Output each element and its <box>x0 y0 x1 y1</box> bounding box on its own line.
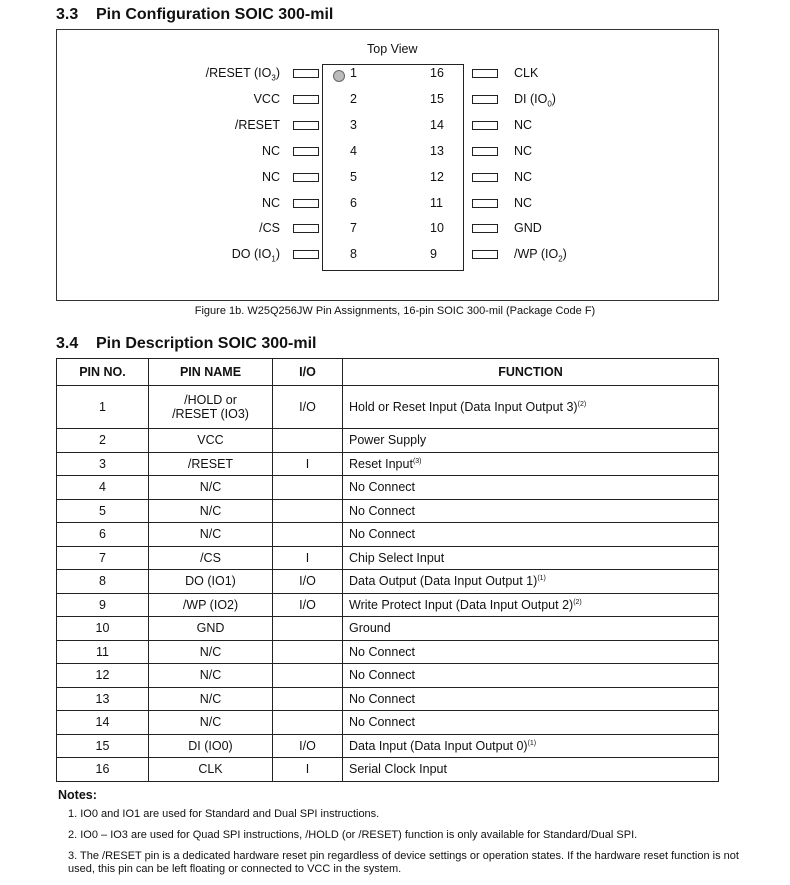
header-function: FUNCTION <box>343 359 719 386</box>
table-row <box>57 664 719 688</box>
pin-name-text: /RESET <box>187 456 234 471</box>
pin-no-text: 1 <box>99 400 106 414</box>
footnote-ref: (2) <box>577 400 587 408</box>
pin-number: 5 <box>350 169 357 184</box>
cell-function <box>343 617 719 641</box>
cell-pin-name <box>149 429 273 453</box>
pin-label-text: /WP (IO <box>514 247 559 262</box>
io-text: I/O <box>299 574 316 589</box>
pin-name-text: N/C <box>199 691 222 706</box>
cell-io <box>273 734 343 758</box>
function-text: Write Protect Input (Data Input Output 2) <box>349 597 574 612</box>
pin-lead-right <box>472 224 498 233</box>
pin-lead-right <box>472 250 498 259</box>
function-text: Reset Input <box>349 456 413 471</box>
pin-lead-left <box>293 224 319 233</box>
pin1-marker-icon <box>333 70 345 82</box>
pin-no-text: 8 <box>99 574 106 589</box>
pin-number: 3 <box>350 117 357 132</box>
cell-pin-name <box>149 386 273 429</box>
cell-pin-no <box>57 523 149 547</box>
cell-function <box>343 593 719 617</box>
table-row <box>57 593 719 617</box>
pin-lead-right <box>472 121 498 130</box>
function-text: No Connect <box>349 503 416 518</box>
cell-function <box>343 711 719 735</box>
section-title: Pin Configuration SOIC 300-mil <box>96 6 334 23</box>
pin-label-end: ) <box>551 91 556 106</box>
cell-function <box>343 452 719 476</box>
function-text: No Connect <box>349 668 416 683</box>
section-heading-pin-configuration <box>56 6 333 24</box>
note-3: 3. The /RESET pin is a dedicated hardware reset pin regardless of device settings or operation states. If the hardware reset function is not used, this pin can be left floating or connected to VCC in the system. <box>68 850 739 875</box>
cell-io <box>273 523 343 547</box>
cell-io <box>273 687 343 711</box>
cell-pin-name <box>149 711 273 735</box>
section-number: 3.3 <box>56 6 79 23</box>
cell-pin-name <box>149 758 273 782</box>
cell-pin-no <box>57 758 149 782</box>
cell-pin-no <box>57 546 149 570</box>
function-text: Chip Select Input <box>349 550 445 565</box>
pin-number: 14 <box>430 117 444 132</box>
top-view-label: Top View <box>367 42 418 56</box>
pin-label-text: CLK <box>514 66 539 80</box>
cell-io <box>273 664 343 688</box>
pin-number: 6 <box>350 195 357 210</box>
pin-label-text: NC <box>514 195 533 210</box>
table-row <box>57 386 719 429</box>
cell-io <box>273 452 343 476</box>
table-row <box>57 687 719 711</box>
pin-label-end: ) <box>275 66 280 80</box>
cell-io <box>273 386 343 429</box>
pin-label-text: NC <box>514 143 533 158</box>
pin-description-table <box>56 358 719 782</box>
notes-title: Notes: <box>58 788 97 802</box>
note-1: 1. IO0 and IO1 are used for Standard and Dual SPI instructions. <box>68 808 380 820</box>
pin-label <box>130 66 280 83</box>
pin-lead-right <box>472 69 498 78</box>
io-text: I <box>305 456 310 471</box>
table-row <box>57 452 719 476</box>
pin-label <box>130 92 280 106</box>
function-text: Serial Clock Input <box>349 762 447 777</box>
pin-number: 4 <box>350 143 357 158</box>
pin-number: 15 <box>430 91 444 106</box>
pin-no-text: 15 <box>95 738 110 753</box>
pin-label-text: DO (IO <box>231 247 272 262</box>
cell-io <box>273 593 343 617</box>
pin-name-text: /HOLD or <box>184 393 237 407</box>
io-text: I/O <box>299 738 316 753</box>
pin-name-text: DO (IO1) <box>185 574 236 589</box>
function-text: No Connect <box>349 691 416 706</box>
footnote-ref: (1) <box>537 575 546 583</box>
pin-no-text: 5 <box>99 503 106 518</box>
pin-label <box>514 118 532 132</box>
pin-no-text: 7 <box>99 550 106 565</box>
cell-pin-name <box>149 617 273 641</box>
pin-name-text-line2: /RESET (IO3) <box>172 407 249 421</box>
function-text: Ground <box>349 621 391 636</box>
cell-function <box>343 640 719 664</box>
cell-io <box>273 546 343 570</box>
pin-number: 1 <box>350 66 357 80</box>
pin-no-text: 11 <box>96 644 109 659</box>
function-text: No Connect <box>349 715 416 730</box>
cell-pin-name <box>149 546 273 570</box>
cell-pin-no <box>57 429 149 453</box>
pin-label-text: NC <box>514 169 533 184</box>
pin-no-text: 9 <box>99 597 106 612</box>
pin-label <box>514 247 567 264</box>
table-row <box>57 640 719 664</box>
table-row <box>57 523 719 547</box>
header-pin-no: PIN NO. <box>57 359 149 386</box>
pin-no-text: 13 <box>95 691 110 706</box>
pin-lead-left <box>293 121 319 130</box>
cell-function <box>343 734 719 758</box>
cell-pin-name <box>149 452 273 476</box>
table-row <box>57 476 719 500</box>
header-io: I/O <box>273 359 343 386</box>
pin-label <box>130 221 280 235</box>
cell-function <box>343 476 719 500</box>
pin-label-text: /CS <box>259 221 280 236</box>
pin-label-subscript: 0 <box>547 99 552 109</box>
pin-number: 13 <box>430 143 444 158</box>
cell-pin-no <box>57 386 149 429</box>
cell-function <box>343 687 719 711</box>
table-row <box>57 546 719 570</box>
cell-pin-name <box>149 499 273 523</box>
cell-function <box>343 546 719 570</box>
cell-pin-no <box>57 734 149 758</box>
io-text: I/O <box>299 400 316 414</box>
pin-label-text: /RESET (IO <box>205 66 272 80</box>
footnote-ref: (1) <box>527 739 537 747</box>
cell-function <box>343 429 719 453</box>
pin-lead-left <box>293 199 319 208</box>
pin-number: 8 <box>350 247 357 262</box>
table-row <box>57 711 719 735</box>
pin-label <box>514 170 532 184</box>
io-text: I <box>305 550 310 565</box>
cell-pin-name <box>149 664 273 688</box>
pin-lead-right <box>472 199 498 208</box>
pin-no-text: 16 <box>95 762 110 777</box>
pin-label-subscript: 1 <box>271 254 276 264</box>
pin-lead-left <box>293 147 319 156</box>
function-text: No Connect <box>349 480 416 495</box>
cell-function <box>343 570 719 594</box>
cell-pin-name <box>149 593 273 617</box>
cell-pin-no <box>57 593 149 617</box>
table-row <box>57 570 719 594</box>
pin-label-text: /RESET <box>234 117 280 132</box>
pin-name-text: /WP (IO2) <box>182 597 239 612</box>
cell-io <box>273 429 343 453</box>
cell-pin-no <box>57 687 149 711</box>
pin-number: 2 <box>350 91 357 106</box>
pin-lead-right <box>472 95 498 104</box>
pin-no-text: 14 <box>95 715 110 730</box>
pin-label <box>514 66 538 80</box>
pin-name-text: N/C <box>199 668 222 683</box>
pin-label <box>130 196 280 210</box>
pin-no-text: 10 <box>95 621 110 636</box>
function-text: Data Input (Data Input Output 0) <box>349 738 528 753</box>
cell-function <box>343 386 719 429</box>
section-title: Pin Description SOIC 300-mil <box>96 335 317 352</box>
pin-label-end: ) <box>562 247 567 262</box>
pin-lead-left <box>293 173 319 182</box>
pin-number: 11 <box>430 195 443 210</box>
pin-number: 12 <box>430 169 444 184</box>
table-row <box>57 734 719 758</box>
cell-function <box>343 499 719 523</box>
pin-label <box>514 221 542 235</box>
cell-pin-no <box>57 476 149 500</box>
pin-name-text: CLK <box>198 762 223 777</box>
pin-label <box>514 144 532 158</box>
cell-pin-name <box>149 640 273 664</box>
footnote-ref: (2) <box>573 598 582 606</box>
pin-lead-left <box>293 95 319 104</box>
function-text: No Connect <box>349 527 416 542</box>
pin-label <box>130 118 280 132</box>
pin-name-text: N/C <box>199 480 222 495</box>
cell-pin-no <box>57 570 149 594</box>
cell-io <box>273 476 343 500</box>
footnote-ref: (3) <box>412 457 422 465</box>
cell-pin-no <box>57 711 149 735</box>
cell-function <box>343 523 719 547</box>
table-header-row <box>57 359 719 386</box>
section-heading-pin-description <box>56 335 317 353</box>
figure-caption: Figure 1b. W25Q256JW Pin Assignments, 16-pin SOIC 300-mil (Package Code F) <box>194 305 596 317</box>
pin-label <box>130 170 280 184</box>
pin-name-text: N/C <box>199 503 222 518</box>
function-text: Hold or Reset Input (Data Input Output 3) <box>349 400 578 414</box>
io-text: I <box>305 762 310 777</box>
pin-label-text: NC <box>261 169 280 184</box>
table-row <box>57 429 719 453</box>
pin-name-text: /CS <box>200 550 221 565</box>
table-row <box>57 499 719 523</box>
cell-pin-no <box>57 617 149 641</box>
pin-lead-right <box>472 173 498 182</box>
cell-pin-no <box>57 664 149 688</box>
pin-label-text: DI (IO <box>514 91 548 106</box>
pin-label <box>514 92 556 109</box>
pin-no-text: 4 <box>99 480 106 495</box>
cell-pin-name <box>149 476 273 500</box>
function-text: Data Output (Data Input Output 1) <box>349 574 538 589</box>
pin-label <box>514 196 532 210</box>
pin-name-text: DI (IO0) <box>188 738 233 753</box>
cell-function <box>343 758 719 782</box>
pin-name-text: N/C <box>199 715 222 730</box>
cell-io <box>273 640 343 664</box>
pin-number: 10 <box>430 221 444 236</box>
pin-label-subscript: 3 <box>271 73 276 83</box>
pin-number: 9 <box>430 247 437 262</box>
cell-pin-name <box>149 687 273 711</box>
pin-lead-left <box>293 69 319 78</box>
cell-pin-no <box>57 640 149 664</box>
table-row <box>57 758 719 782</box>
pin-label-text: NC <box>261 195 280 210</box>
cell-io <box>273 711 343 735</box>
pin-lead-left <box>293 250 319 259</box>
cell-pin-no <box>57 452 149 476</box>
section-number: 3.4 <box>56 335 79 352</box>
cell-pin-name <box>149 734 273 758</box>
cell-io <box>273 617 343 641</box>
function-text: No Connect <box>349 644 416 659</box>
header-pin-name: PIN NAME <box>149 359 273 386</box>
pin-label <box>130 247 280 264</box>
cell-function <box>343 664 719 688</box>
pin-label-text: VCC <box>253 91 280 106</box>
pin-no-text: 6 <box>99 527 106 542</box>
pin-number: 7 <box>350 221 357 236</box>
cell-pin-name <box>149 570 273 594</box>
pin-name-text: N/C <box>199 527 222 542</box>
pin-number: 16 <box>430 66 444 80</box>
pin-lead-right <box>472 147 498 156</box>
cell-io <box>273 758 343 782</box>
note-2: 2. IO0 – IO3 are used for Quad SPI instructions, /HOLD (or /RESET) function is only available for Standard/Dual SPI. <box>68 829 638 841</box>
io-text: I/O <box>299 597 316 612</box>
pin-label-text: GND <box>514 221 542 236</box>
pin-name-text: GND <box>196 621 225 636</box>
pin-no-text: 2 <box>99 433 106 448</box>
cell-pin-name <box>149 523 273 547</box>
pin-name-text: VCC <box>197 433 224 448</box>
pin-label-end: ) <box>275 247 280 262</box>
pin-label-subscript: 2 <box>558 254 563 264</box>
pin-label <box>130 144 280 158</box>
pin-label-text: NC <box>261 143 280 158</box>
pin-label-text: NC <box>514 117 533 132</box>
cell-io <box>273 570 343 594</box>
cell-pin-no <box>57 499 149 523</box>
table-row <box>57 617 719 641</box>
pin-name-text: N/C <box>199 644 222 659</box>
pin-no-text: 12 <box>95 668 110 683</box>
cell-io <box>273 499 343 523</box>
pin-no-text: 3 <box>99 456 106 471</box>
function-text: Power Supply <box>349 433 427 448</box>
